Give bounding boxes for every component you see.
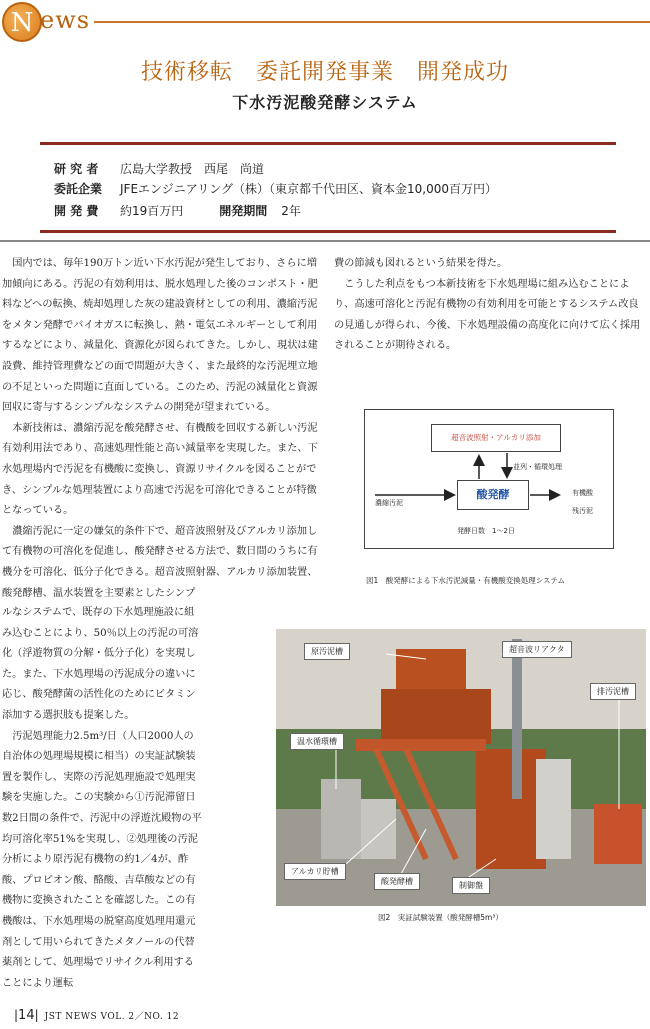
journal-name: JST NEWS VOL. 2／NO. 12 <box>44 1012 180 1022</box>
cost-label: 開 発 費 <box>54 204 99 218</box>
section-divider <box>0 240 650 242</box>
body-column-left-continued <box>2 603 202 994</box>
ultrasound-alkali-box: 超音波照射・アルカリ添加 <box>431 424 561 452</box>
process-diagram <box>364 409 614 549</box>
days-label: 発酵日数 1～2日 <box>457 527 515 535</box>
article-subtitle: 下水汚泥酸発酵システム <box>232 93 418 112</box>
label-hot-water-tank: 温水循環槽 <box>290 733 344 750</box>
acid-fermentation-box: 酸発酵 <box>457 480 529 510</box>
label-alkali-tank: アルカリ貯槽 <box>284 863 346 880</box>
body-paragraph: ルなシステムで、既存の下水処理施設に組み込むことにより、50％以上の汚泥の可溶化（浮遊物質の分解・低分子化）を実現した。また、下水処理場の汚泥成分の違いに応じ、酸発酵菌の活性化のためにビタミン添加する選択肢も提案した。 <box>2 607 199 721</box>
company-value: JFEエンジニアリング（株）（東京都千代田区、資本金10,000百万円） <box>120 182 497 196</box>
info-researcher-row <box>54 160 264 179</box>
news-badge-icon <box>2 2 42 42</box>
parallel-label: 並列・循環処理 <box>513 463 562 471</box>
test-apparatus-photo <box>276 629 646 906</box>
period-label: 開発期間 <box>219 204 268 218</box>
body-paragraph: こうした利点をもつ本新技術を下水処理場に組み込むことにより、高速可溶化と汚泥有機物の有効利用を可能とするシステム改良の見通しが得られ、今後、下水処理設備の高度化に向けて広く採用されることが期待される。 <box>334 278 641 352</box>
body-paragraph: 国内では、毎年190万トン近い下水汚泥が発生しており、さらに増加傾向にある。汚泥の有効利用は、脱水処理した後のコンポスト・肥料などへの転換、焼却処理した灰の建設資材としての利用、濃縮汚泥をメタン発酵でバイオガスに転換し、熱・電気エネルギーとして利用するなどにより、減量化、資源化が図られてきた。しかし、現状は建設費、維持管理費などの面で問題が大きく、また最終的な汚泥埋立地の不足といった問題に直面している。このため、汚泥の減量化と資源回収に寄与するシンプルなシステムの開発が望まれている。 <box>2 258 318 414</box>
figure1-caption: 図1 酸発酵による下水汚泥減量・有機酸変換処理システム <box>366 576 566 585</box>
body-paragraph: 濃縮汚泥に一定の嫌気的条件下で、超音波照射及びアルカリ添加して有機物の可溶化を促進し、酸発酵させる方法で、数日間のうちに有機分を可溶化、低分子化できる。超音波照射器、アルカリ添加装置、酸発酵槽、温水装置を主要素としたシンプ <box>2 525 318 599</box>
info-company-row <box>54 180 497 199</box>
article-title: 技術移転 委託開発事業 開発成功 <box>140 60 509 85</box>
body-paragraph: 費の節減も図れるという結果を得た。 <box>334 258 508 269</box>
news-badge-letter: N <box>10 8 34 38</box>
body-paragraph: 本新技術は、濃縮汚泥を酸発酵させ、有機酸を回収する新しい汚泥有効利用法であり、高速処理性能と高い減量率を実現した。また、下水処理場内で汚泥を有機酸に変換し、資源リサイクルを図ることができ、シンプルな処理装置により高速で汚泥を可溶化できることが特徴となっている。 <box>2 422 318 517</box>
period-value: 2年 <box>281 204 301 218</box>
researcher-label: 研 究 者 <box>54 162 99 176</box>
researcher-value: 広島大学教授 西尾 尚道 <box>120 162 265 176</box>
body-column-left <box>2 254 320 604</box>
cost-value: 約19百万円 <box>120 204 184 218</box>
label-control-panel: 制御盤 <box>452 877 490 894</box>
label-raw-sludge-tank: 原汚泥槽 <box>304 643 350 660</box>
body-column-right <box>334 254 642 357</box>
label-fermentation-tank: 酸発酵槽 <box>374 873 420 890</box>
figure2-caption: 図2 実証試験装置（酸発酵槽5m³） <box>378 913 503 922</box>
info-top-rule <box>40 142 616 145</box>
label-waste-sludge-tank: 排汚泥槽 <box>590 683 636 700</box>
news-section-label: ews <box>40 6 91 34</box>
output-label-acid: 有機酸 <box>572 489 593 497</box>
header-divider <box>94 21 650 23</box>
company-label: 委託企業 <box>54 182 103 196</box>
label-ultrasonic-reactor: 超音波リアクタ <box>502 641 572 658</box>
page-number: 14 <box>18 1008 35 1023</box>
input-label: 濃縮汚泥 <box>375 499 403 507</box>
page-footer: |14| JST NEWS VOL. 2／NO. 12 <box>14 1008 180 1023</box>
output-label-residue: 残汚泥 <box>572 507 593 515</box>
info-cost-row <box>54 202 301 221</box>
info-bottom-rule <box>40 230 616 233</box>
body-paragraph: 汚泥処理能力2.5m³/日（人口2000人の自治体の処理場規模に相当）の実証試験装置を製作し、実際の汚泥処理施設で処理実験を実施した。この実験から①汚泥滞留日数2日間の条件で、汚泥中の浮遊沈殿物の平均可溶化率51%を実現し、②処理後の汚泥分析により原汚泥有機物の約1／4が、酢酸、プロピオン酸、酪酸、吉草酸などの有機物に変換されたことを確認した。この有機酸は、下水処理場の脱窒高度処理用還元剤として用いられてきたメタノールの代替薬剤として、処理場でリサイクル利用することにより運転 <box>2 730 202 989</box>
